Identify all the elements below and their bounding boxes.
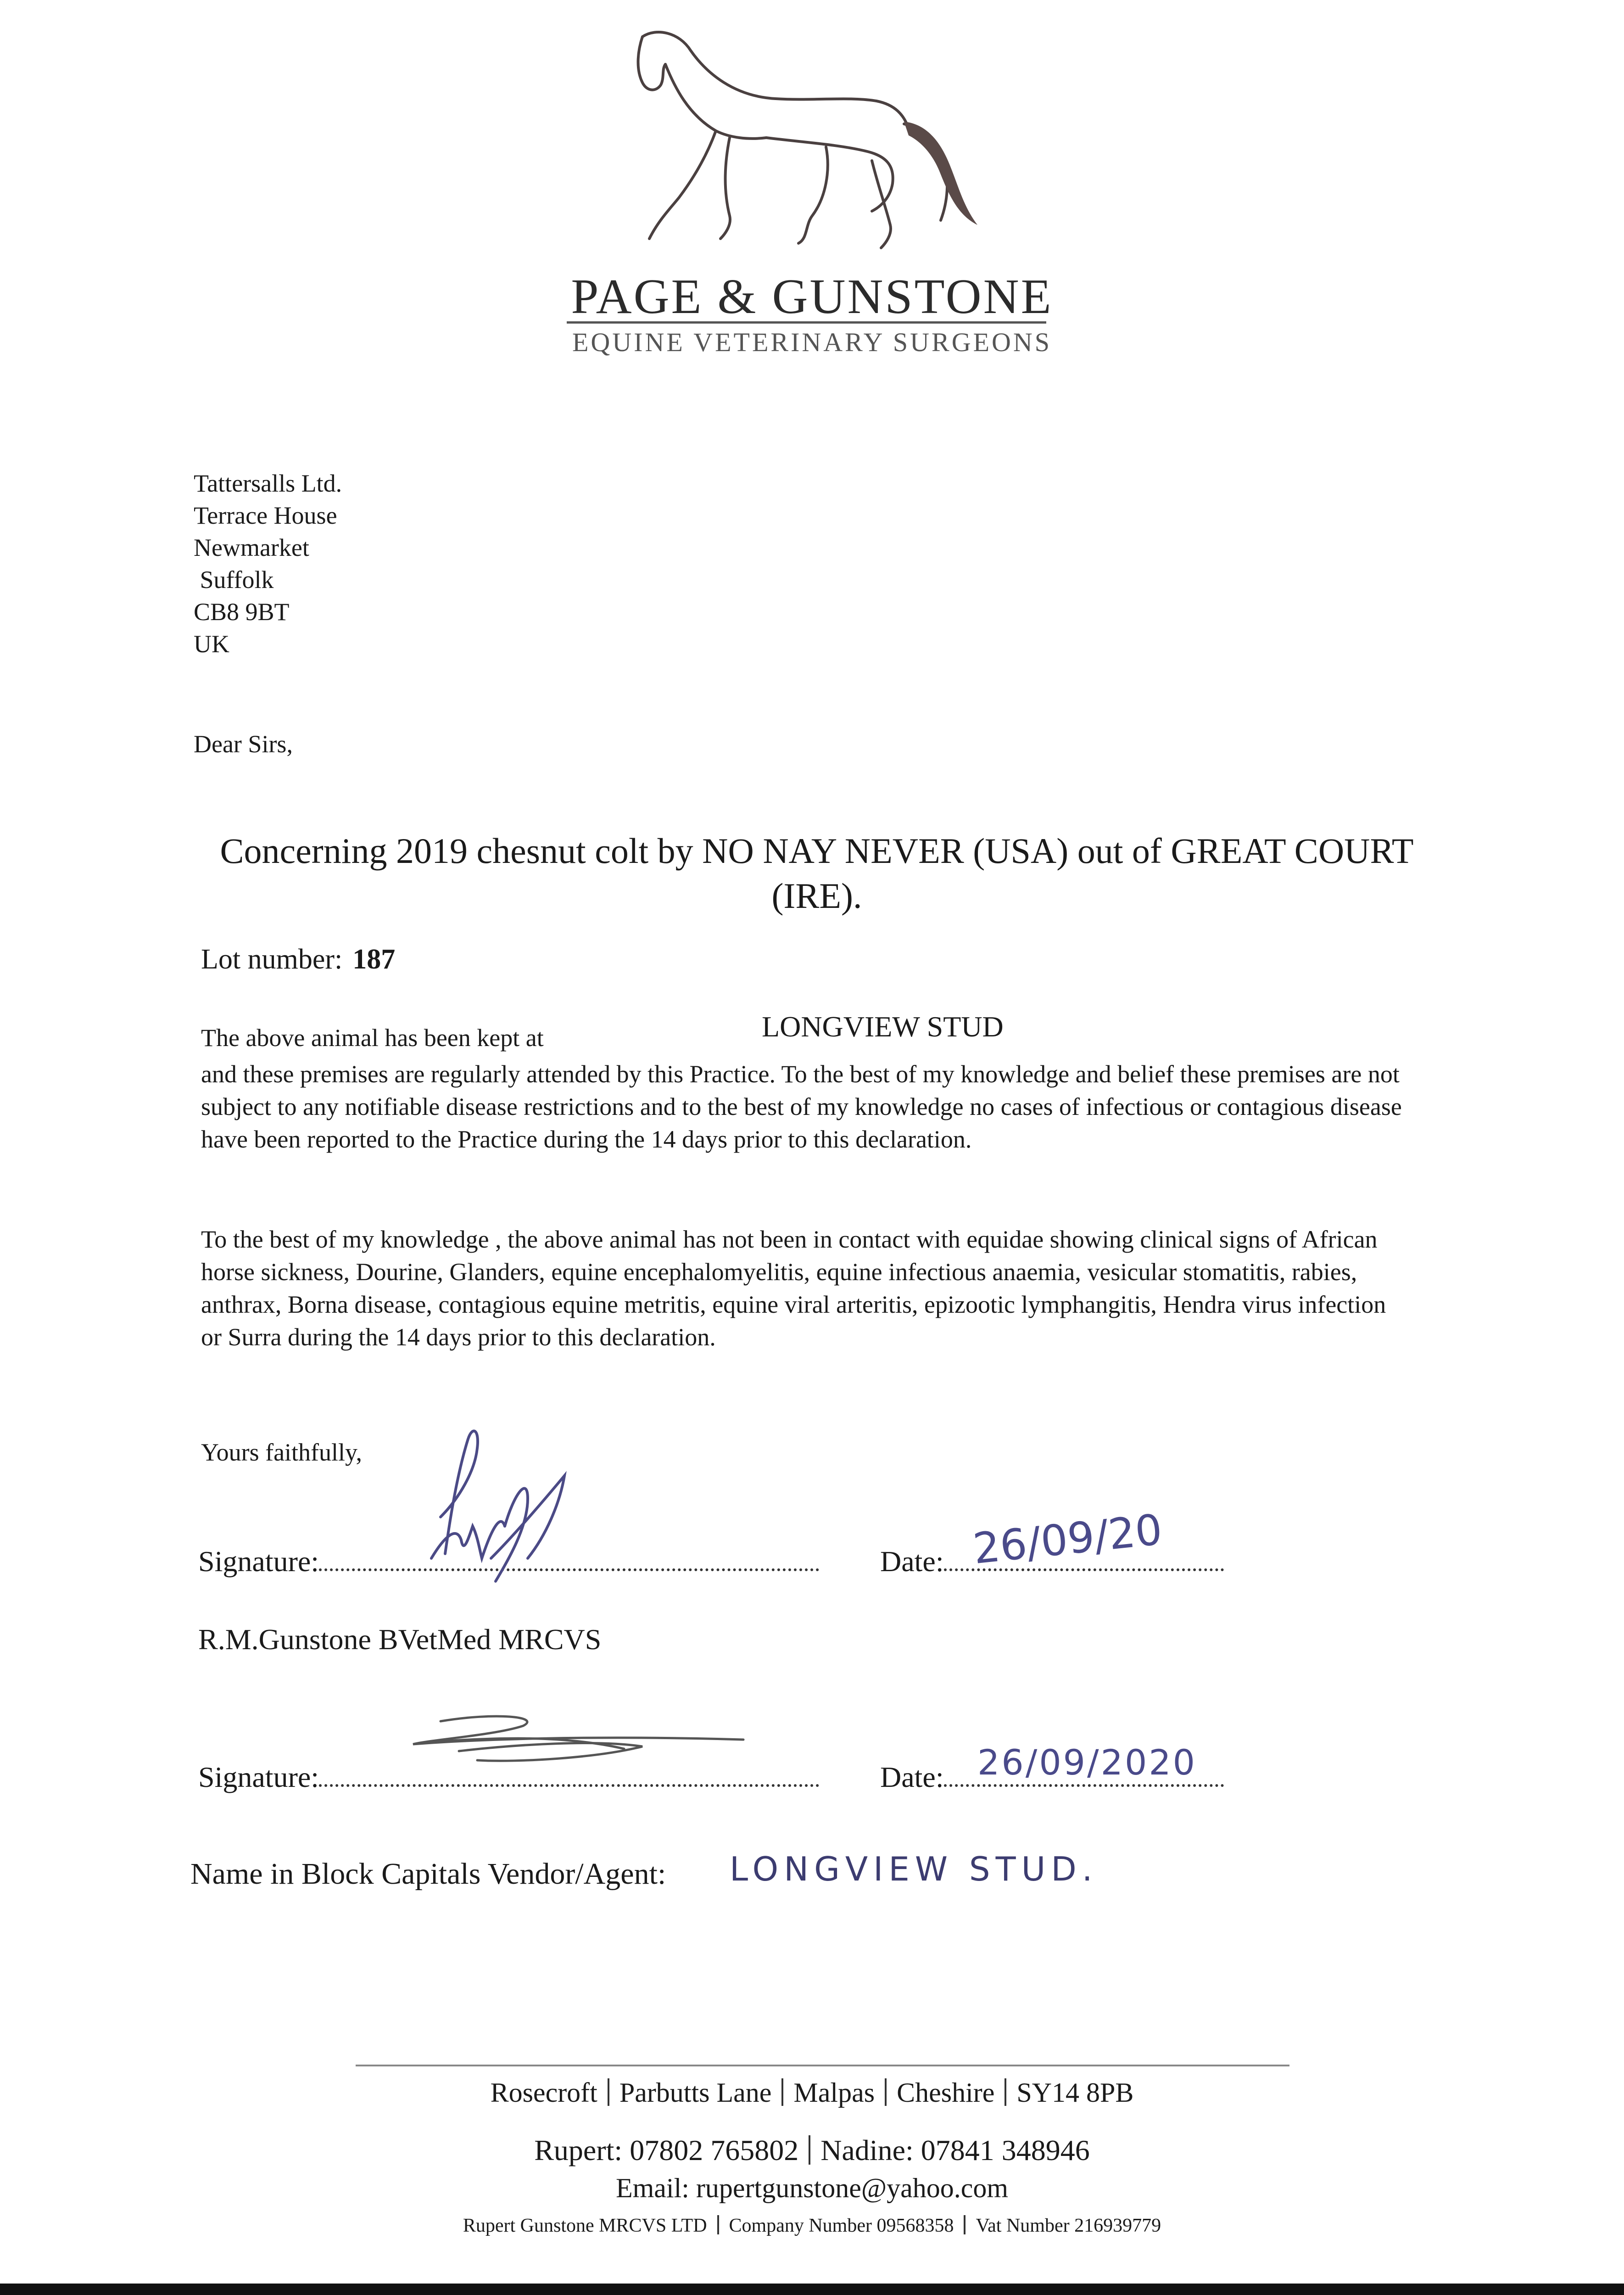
vet-date-value: 26/09/20 xyxy=(971,1505,1165,1574)
address-line: Tattersalls Ltd. xyxy=(194,470,342,497)
date-label: Date: xyxy=(880,1545,944,1578)
closing: Yours faithfully, xyxy=(201,1439,363,1466)
address-line: CB8 9BT xyxy=(194,598,290,626)
footer-address-part: SY14 8PB xyxy=(1016,2077,1134,2108)
block-capitals-row xyxy=(190,1857,666,1892)
lot-value: 187 xyxy=(352,944,396,975)
separator xyxy=(781,2078,783,2106)
date-label: Date: xyxy=(880,1761,944,1793)
footer-company-part: Rupert Gunstone MRCVS LTD xyxy=(463,2215,707,2236)
footer-phone: Rupert: 07802 765802 xyxy=(534,2134,799,2166)
disease-paragraph: To the best of my knowledge , the above animal has not been in contact with equidae showing clinical signs of African horse sickness, Dourine, Glanders, equine encephalomyelitis, equine infectious anaemia, vesicular stomatitis, rabies, anthrax, Borna disease, contagious equine metritis, equine viral arteritis, epizootic lymphangitis, Hendra virus infection or Surra during the 14 days prior to this declaration. xyxy=(201,1226,1386,1351)
separator xyxy=(809,2135,810,2165)
separator xyxy=(964,2215,965,2234)
scan-edge xyxy=(0,2284,1624,2295)
vet-name: R.M.Gunstone BVetMed MRCVS xyxy=(198,1623,602,1656)
signature-label: Signature: xyxy=(198,1761,319,1793)
vet-signature-scribble xyxy=(413,1421,606,1586)
horse-logo-icon xyxy=(610,23,1023,271)
practice-subtitle: EQUINE VETERINARY SURGEONS xyxy=(572,327,1052,357)
separator xyxy=(717,2215,719,2234)
subject-heading: Concerning 2019 chesnut colt by NO NAY NEVER (USA) out of GREAT COURT (IRE). xyxy=(220,831,1414,916)
footer-address-part: Rosecroft xyxy=(490,2077,597,2108)
kept-at-label: The above animal has been kept at xyxy=(201,1024,544,1052)
address-line: UK xyxy=(194,630,229,658)
block-capitals-label: Name in Block Capitals Vendor/Agent: xyxy=(190,1857,666,1891)
footer-address-part: Parbutts Lane xyxy=(619,2077,772,2108)
address-line: Terrace House xyxy=(194,502,337,529)
salutation: Dear Sirs, xyxy=(194,730,293,758)
footer-phone: Nadine: 07841 348946 xyxy=(820,2134,1090,2166)
block-capitals-value: LONGVIEW STUD. xyxy=(730,1850,1098,1888)
lot-number xyxy=(201,943,395,976)
logo-divider xyxy=(567,321,1046,324)
footer-address-part: Cheshire xyxy=(897,2077,995,2108)
separator xyxy=(885,2078,887,2106)
vendor-signature-scribble xyxy=(404,1707,753,1781)
footer-address xyxy=(0,2077,1624,2109)
practice-name: PAGE & GUNSTONE xyxy=(571,269,1053,324)
footer-company-part: Vat Number 216939779 xyxy=(976,2215,1161,2236)
lot-label: Lot number: xyxy=(201,944,343,975)
footer-divider xyxy=(356,2065,1289,2066)
vendor-date-value: 26/09/2020 xyxy=(977,1742,1197,1783)
separator xyxy=(608,2078,609,2106)
signature-label: Signature: xyxy=(198,1545,319,1578)
recipient-address xyxy=(194,467,342,660)
footer-phones xyxy=(0,2133,1624,2167)
footer-email: Email: rupertgunstone@yahoo.com xyxy=(615,2173,1009,2203)
premises-paragraph: and these premises are regularly attended by this Practice. To the best of my knowledge and belief these premises are not subject to any notifiable disease restrictions and to the best of my knowledge no cases of infectious or contagious disease have been reported to the Practice during the 14 days prior to this declaration. xyxy=(201,1060,1402,1153)
address-line: Newmarket xyxy=(194,534,309,561)
separator xyxy=(1005,2078,1006,2106)
premises-name: LONGVIEW STUD xyxy=(762,1010,1004,1043)
footer-address-part: Malpas xyxy=(793,2077,875,2108)
footer-company xyxy=(0,2215,1624,2237)
footer-company-part: Company Number 09568358 xyxy=(729,2215,954,2236)
address-line: Suffolk xyxy=(194,566,274,593)
